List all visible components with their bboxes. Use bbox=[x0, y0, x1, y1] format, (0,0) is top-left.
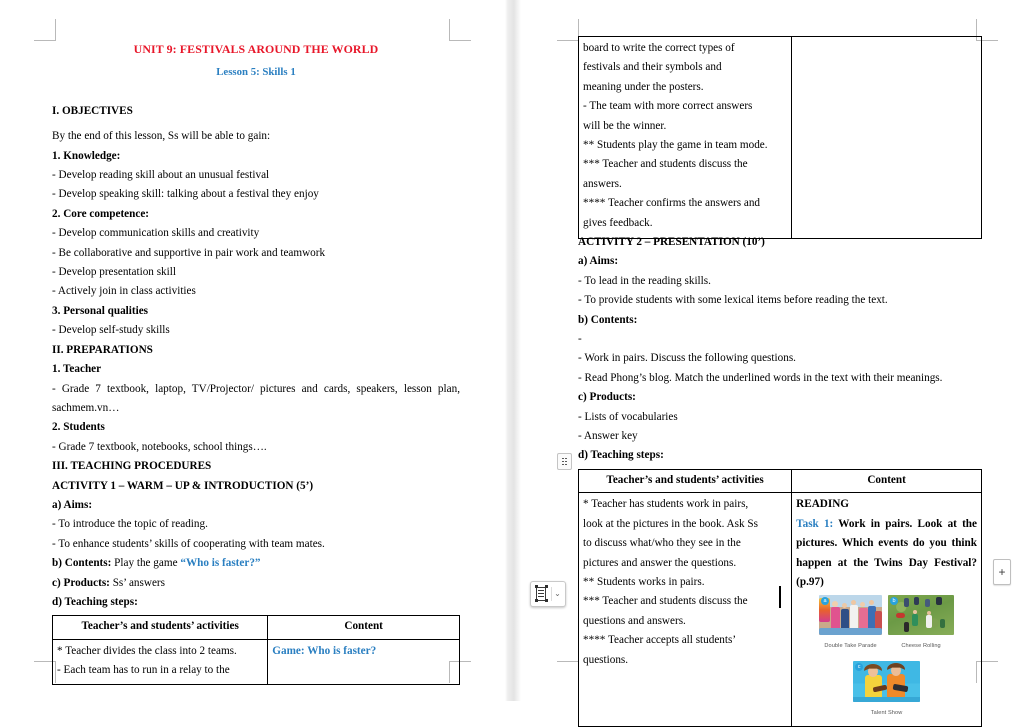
activity2-aims-item: - To provide students with some lexical items before reading the text. bbox=[578, 294, 888, 307]
qualities-heading: 3. Personal qualities bbox=[52, 304, 149, 317]
activity1-steps-label: d) Teaching steps: bbox=[52, 595, 138, 608]
activity2-contents-item: - Work in pairs. Discuss the following questions. bbox=[578, 352, 796, 365]
activity2-steps-label: d) Teaching steps: bbox=[578, 449, 664, 462]
table-cell-activities[interactable] bbox=[579, 493, 792, 727]
activity2-heading: ACTIVITY 2 – PRESENTATION (10’) bbox=[578, 236, 765, 248]
activity-line: ** Students works in pairs. bbox=[583, 575, 705, 588]
activity-line: answers. bbox=[583, 177, 622, 190]
activity1-contents-text: Play the game bbox=[111, 557, 181, 570]
task1-line bbox=[796, 515, 977, 593]
crop-mark-top-left bbox=[34, 19, 56, 41]
image-cheese-rolling[interactable] bbox=[888, 595, 954, 656]
drag-handle-icon bbox=[562, 458, 567, 466]
preparations-heading: II. PREPARATIONS bbox=[52, 343, 153, 356]
activity-line: **** Teacher accepts all students’ bbox=[583, 634, 737, 647]
activity-line: *** Teacher and students discuss the bbox=[583, 158, 748, 171]
table-cell-content[interactable] bbox=[268, 639, 460, 684]
crop-mark-bottom-left bbox=[557, 661, 579, 683]
knowledge-item: - Develop speaking skill: talking about a festival they enjoy bbox=[52, 188, 319, 201]
activity-line: will be the winner. bbox=[583, 119, 667, 132]
teacher-heading: 1. Teacher bbox=[52, 363, 102, 376]
table-header-row bbox=[579, 469, 982, 492]
table-header-activities: Teacher’s and students’ activities bbox=[579, 469, 792, 492]
task1-text: Work in pairs. Look at the pictures. Which events do you think happen at the Twins Day Festival? (p.97) bbox=[796, 517, 977, 588]
activity-line: look at the pictures in the book. Ask Ss bbox=[583, 517, 758, 530]
activity-line: questions and answers. bbox=[583, 614, 686, 627]
competence-item: - Be collaborative and supportive in pair work and teamwork bbox=[52, 246, 326, 259]
document-title: UNIT 9: FESTIVALS AROUND THE WORLD bbox=[133, 42, 379, 56]
insert-button[interactable]: + bbox=[993, 559, 1011, 585]
activity2-contents-item: - Read Phong’s blog. Match the underlined words in the text with their meanings. bbox=[578, 371, 943, 384]
table-cell-content[interactable] bbox=[792, 37, 982, 239]
activity-line: to discuss what/who they see in the bbox=[583, 537, 741, 550]
table-cell-content[interactable] bbox=[792, 493, 982, 727]
activity-line: questions. bbox=[583, 653, 629, 666]
activity-line: gives feedback. bbox=[583, 216, 653, 229]
activity-line: - The team with more correct answers bbox=[583, 100, 753, 113]
table-row bbox=[579, 37, 982, 239]
activity-line: pictures and answer the questions. bbox=[583, 556, 737, 569]
table-header-content: Content bbox=[792, 469, 982, 492]
activity1-products-line bbox=[52, 574, 460, 593]
activity2-aims-label: a) Aims: bbox=[578, 255, 619, 268]
competence-item: - Actively join in class activities bbox=[52, 285, 196, 298]
table-header-row bbox=[53, 616, 460, 639]
activity-line: - Each team has to run in a relay to the bbox=[57, 664, 230, 677]
image-row-bottom bbox=[796, 661, 977, 723]
chevron-down-icon[interactable]: ⌄ bbox=[554, 589, 561, 598]
activity-line: ** Students play the game in team mode. bbox=[583, 139, 768, 152]
activity2-aims-item: - To lead in the reading skills. bbox=[578, 274, 711, 287]
task1-label: Task 1: bbox=[796, 517, 834, 530]
activity1-heading: ACTIVITY 1 – WARM – UP & INTRODUCTION (5’) bbox=[52, 479, 314, 492]
image-caption: Cheese Rolling bbox=[901, 643, 941, 650]
activity-line: * Teacher divides the class into 2 teams. bbox=[57, 644, 237, 657]
image-tag-a: a bbox=[821, 597, 829, 605]
activity-line: meaning under the posters. bbox=[583, 80, 704, 93]
crop-mark-top-left bbox=[557, 19, 579, 41]
knowledge-heading: 1. Knowledge: bbox=[52, 149, 121, 162]
activity2-products-item: - Lists of vocabularies bbox=[578, 410, 678, 423]
activity-line: board to write the correct types of bbox=[583, 42, 735, 54]
activity2-contents-label: b) Contents: bbox=[578, 313, 638, 326]
procedures-heading: III. TEACHING PROCEDURES bbox=[52, 460, 212, 473]
activity2-products-label: c) Products: bbox=[578, 391, 636, 404]
objectives-intro: By the end of this lesson, Ss will be able to gain: bbox=[52, 130, 271, 143]
knowledge-item: - Develop reading skill about an unusual festival bbox=[52, 169, 270, 182]
reading-images bbox=[796, 595, 977, 723]
activity1-contents-quote: “Who is faster?” bbox=[180, 557, 261, 570]
activity-line: festivals and their symbols and bbox=[583, 61, 722, 74]
right-page-body bbox=[578, 233, 982, 727]
activity1-aims-item: - To introduce the topic of reading. bbox=[52, 518, 208, 531]
activity-line: * Teacher has students work in pairs, bbox=[583, 498, 749, 511]
teacher-item: - Grade 7 textbook, laptop, TV/Projector/ pictures and cards, speakers, lesson plan, sachmem.vn… bbox=[52, 382, 460, 414]
image-row-top bbox=[796, 595, 977, 656]
qualities-item: - Develop self-study skills bbox=[52, 324, 170, 337]
activity1-aims-item: - To enhance students’ skills of cooperating with team mates. bbox=[52, 537, 325, 550]
activity1-contents-label: b) Contents: bbox=[52, 557, 112, 570]
image-tag-b: b bbox=[890, 597, 898, 605]
competence-item: - Develop communication skills and creativity bbox=[52, 227, 260, 240]
image-caption: Talent Show bbox=[870, 709, 903, 716]
activity2-contents-item: - bbox=[578, 333, 582, 346]
activity1-aims-label: a) Aims: bbox=[52, 498, 93, 511]
table-header-activities: Teacher’s and students’ activities bbox=[53, 616, 268, 639]
table-cell-activities[interactable] bbox=[579, 37, 792, 239]
text-cursor bbox=[779, 586, 781, 608]
activity1-contents-line bbox=[52, 554, 460, 573]
photo-talent-show bbox=[853, 661, 920, 702]
table-row bbox=[53, 639, 460, 684]
left-page-body bbox=[52, 40, 460, 685]
photo-cheese-rolling bbox=[888, 595, 954, 635]
activity1-products-label: c) Products: bbox=[52, 576, 110, 589]
page-left bbox=[0, 0, 505, 701]
layout-options-icon bbox=[533, 586, 550, 603]
activity-line: *** Teacher and students discuss the bbox=[583, 595, 748, 608]
competence-heading: 2. Core competence: bbox=[52, 207, 150, 220]
game-title: Game: Who is faster? bbox=[272, 644, 377, 657]
image-caption: Double Take Parade bbox=[824, 643, 877, 650]
table-header-content: Content bbox=[268, 616, 460, 639]
activity-line: **** Teacher confirms the answers and bbox=[583, 197, 761, 210]
activity1-table bbox=[52, 615, 460, 684]
image-talent-show[interactable] bbox=[853, 661, 920, 723]
activity2-products-item: - Answer key bbox=[578, 430, 638, 443]
table-row bbox=[579, 493, 982, 727]
crop-mark-top-right bbox=[449, 19, 471, 41]
activity1-products-text: Ss’ answers bbox=[109, 576, 166, 589]
layout-options-button[interactable] bbox=[530, 581, 566, 607]
students-item: - Grade 7 textbook, notebooks, school things…. bbox=[52, 440, 267, 453]
competence-item: - Develop presentation skill bbox=[52, 266, 176, 279]
image-double-take-parade[interactable] bbox=[819, 595, 882, 656]
table-cell-activities[interactable] bbox=[53, 639, 268, 684]
objectives-heading: I. OBJECTIVES bbox=[52, 104, 133, 117]
paragraph-drag-handle[interactable] bbox=[557, 453, 572, 470]
continued-activity1-table bbox=[578, 36, 982, 239]
document-subtitle: Lesson 5: Skills 1 bbox=[216, 66, 296, 79]
image-tag-c: c bbox=[855, 663, 863, 671]
students-heading: 2. Students bbox=[52, 421, 105, 434]
photo-parade bbox=[819, 595, 882, 635]
page-gutter bbox=[505, 0, 521, 701]
reading-label: READING bbox=[796, 498, 850, 511]
